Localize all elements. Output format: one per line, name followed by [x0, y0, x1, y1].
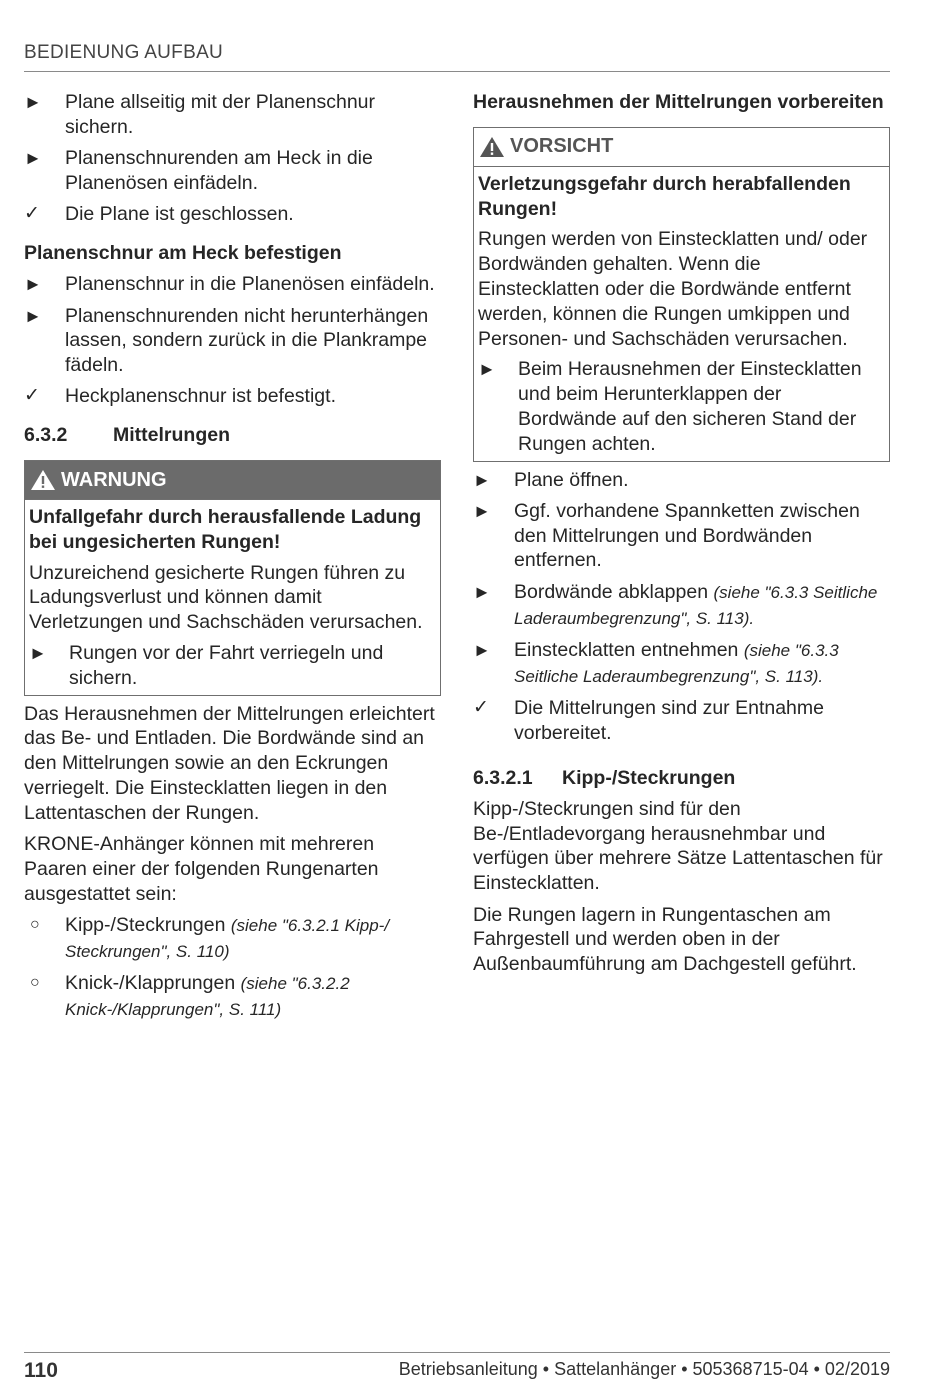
left-column — [24, 90, 441, 1029]
result-item: ✓ Die Plane ist geschlossen. — [24, 203, 294, 226]
caution-action: ► Beim Herausnehmen der Einstecklatten und beim Herunterklappen der Bordwände auf den sicheren Stand der Rungen achten. — [478, 358, 862, 455]
check-icon: ✓ — [24, 385, 40, 407]
warning-box — [24, 460, 441, 696]
warning-label: WARNUNG — [61, 468, 167, 491]
step-item: ► Plane allseitig mit der Planenschnur sichern. — [24, 91, 376, 138]
caution-box — [473, 127, 890, 462]
step-item: ► Plane öffnen. — [473, 468, 629, 491]
paragraph: Kipp-/Steckrungen sind für den Be-/Entladevorgang herausnehmbar und verfügen über mehrere Sätze Lattentaschen für Einstecklatten. — [473, 797, 883, 895]
paragraph: Das Herausnehmen der Mittelrungen erleichtert das Be- und Entladen. Die Bordwände sind an den Mittelrungen sowie an den Eckrungen verriegelt. Die Einstecklatten liegen in den Lattentaschen der Rungen. — [24, 702, 435, 824]
header-title: BEDIENUNG AUFBAU — [24, 42, 224, 63]
warning-triangle-icon — [30, 469, 56, 491]
triangle-right-icon: ► — [473, 639, 491, 660]
page-number: 110 — [24, 1359, 58, 1381]
caution-bar — [474, 128, 889, 167]
subsection-number: 6.3.2.1 — [473, 766, 533, 789]
caution-label: VORSICHT — [510, 135, 614, 158]
triangle-right-icon: ► — [24, 274, 42, 295]
paragraph: Die Rungen lagern in Rungentaschen am Fahrgestell und werden oben in der Außenbaumführung am Dachgestell geführt. — [473, 903, 857, 976]
heading-heck: Planenschnur am Heck befestigen — [24, 241, 342, 264]
section-title: Mittelrungen — [113, 424, 230, 447]
subsection-title: Kipp-/Steckrungen — [562, 766, 736, 789]
section-number: 6.3.2 — [24, 424, 68, 447]
triangle-right-icon: ► — [473, 581, 491, 602]
cross-reference-link[interactable]: (siehe "6.3.2.1 Kipp-/ Steckrungen", S. 110) — [65, 916, 390, 961]
warning-action: ► Rungen vor der Fahrt verriegeln und sichern. — [29, 642, 384, 689]
paragraph: KRONE-Anhänger können mit mehreren Paaren einer der folgenden Rungenarten ausgestattet sein: — [24, 833, 379, 905]
step-item: ► Einstecklatten entnehmen (siehe "6.3.3 Seitliche Laderaumbegrenzung", S. 113). — [473, 638, 839, 686]
warning-bar — [25, 461, 440, 500]
check-icon: ✓ — [24, 203, 40, 225]
triangle-right-icon: ► — [478, 359, 496, 380]
warning-text: Unzureichend gesicherte Rungen führen zu Ladungsverlust und können damit Verletzungen und Sachschäden verursachen. — [29, 561, 423, 634]
triangle-right-icon: ► — [29, 643, 47, 664]
subsection-heading — [473, 766, 890, 791]
cross-reference-link[interactable]: (siehe "6.3.3 Seitliche Laderaumbegrenzung", S. 113). — [514, 640, 839, 686]
check-icon: ✓ — [473, 696, 489, 718]
section-heading — [24, 423, 441, 448]
page-footer — [24, 1352, 890, 1381]
triangle-right-icon: ► — [24, 92, 42, 112]
step-item: ► Bordwände abklappen (siehe "6.3.3 Seitliche Laderaumbegrenzung", S. 113). — [473, 580, 878, 628]
warning-headline: Unfallgefahr durch herausfallende Ladung bei ungesicherten Rungen! — [29, 506, 422, 553]
right-column — [473, 90, 890, 983]
list-item: ○ Knick-/Klapprungen (siehe "6.3.2.2 Knick-/Klapprungen", S. 111) — [30, 972, 350, 1019]
triangle-right-icon: ► — [473, 500, 491, 521]
page-header — [24, 42, 890, 72]
step-item: ► Ggf. vorhandene Spannketten zwischen den Mittelrungen und Bordwänden entfernen. — [473, 499, 860, 572]
heading-prep: Herausnehmen der Mittelrungen vorbereiten — [473, 91, 884, 113]
triangle-right-icon: ► — [24, 305, 42, 326]
warning-triangle-icon — [479, 136, 505, 158]
cross-reference-link[interactable]: (siehe "6.3.3 Seitliche Laderaumbegrenzung", S. 113). — [514, 582, 878, 628]
caution-text: Rungen werden von Einstecklatten und/ oder Bordwänden gehalten. Wenn die Einstecklatten oder die Bordwände entfernt werden, können die Rungen umkippen und Personen- und Sachschäden verursachen. — [478, 228, 868, 350]
triangle-right-icon: ► — [473, 469, 491, 490]
list-item: ○ Kipp-/Steckrungen (siehe "6.3.2.1 Kipp-/ Steckrungen", S. 110) — [30, 914, 390, 961]
result-item: ✓ Heckplanenschnur ist befestigt. — [24, 385, 336, 408]
circle-bullet-icon: ○ — [30, 916, 40, 934]
step-item: ► Planenschnur in die Planenösen einfädeln. — [24, 273, 435, 296]
caution-headline: Verletzungsgefahr durch herabfallenden Rungen! — [478, 172, 851, 220]
result-item: ✓ Die Mittelrungen sind zur Entnahme vorbereitet. — [473, 696, 824, 744]
step-item: ► Planenschnurenden nicht herunterhängen lassen, sondern zurück in die Plankrampe fädeln. — [24, 304, 429, 377]
cross-reference-link[interactable]: (siehe "6.3.2.2 Knick-/Klapprungen", S. 111) — [65, 974, 350, 1019]
document-info: Betriebsanleitung • Sattelanhänger • 505368715-04 • 02/2019 — [398, 1359, 890, 1379]
step-item: ► Planenschnurenden am Heck in die Planenösen einfädeln. — [24, 147, 373, 194]
circle-bullet-icon: ○ — [30, 974, 40, 992]
triangle-right-icon: ► — [24, 148, 42, 169]
